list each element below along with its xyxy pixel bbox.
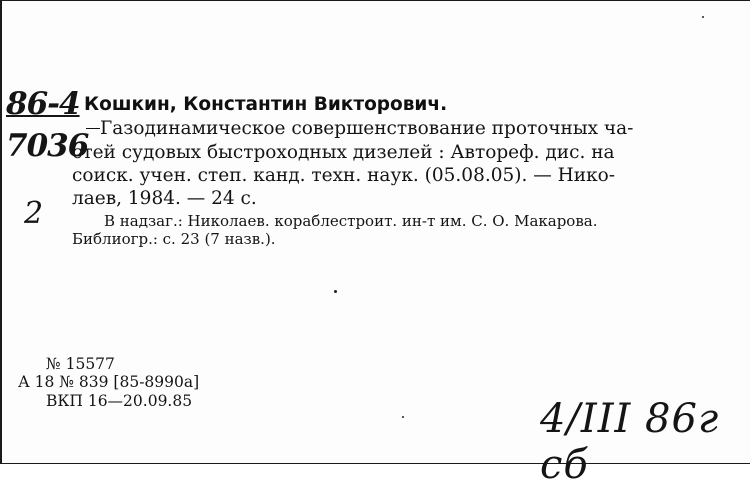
call-number-top: 86-4 (6, 86, 80, 122)
copy-mark: 2 (24, 196, 44, 231)
title-line: Газодинамическое совершенствование проточных ча- (100, 118, 634, 139)
title-line: соиск. учен. степ. канд. техн. наук. (05.08.05). — Нико- (72, 165, 616, 186)
registration-code: А 18 № 839 [85-8990а] (18, 373, 200, 391)
handwritten-note: 4/III 86г сб (540, 396, 720, 488)
title-line: стей судовых быстроходных дизелей : Автореф. дис. на (72, 142, 615, 163)
dust-speck (702, 16, 704, 18)
call-number-bottom: 7036 (6, 128, 89, 164)
title-dash (86, 128, 100, 129)
registration-vkp: ВКП 16—20.09.85 (46, 392, 193, 410)
title-line: лаев, 1984. — 24 с. (72, 188, 257, 209)
note-line: Библиогр.: с. 23 (7 назв.). (72, 230, 276, 248)
dust-speck (402, 416, 404, 418)
author-heading: Кошкин, Константин Викторович. (84, 94, 448, 115)
note-line: В надзаг.: Николаев. кораблестроит. ин-т им. С. О. Макарова. (104, 212, 598, 230)
dust-speck (334, 290, 337, 293)
registration-number: № 15577 (46, 355, 115, 373)
